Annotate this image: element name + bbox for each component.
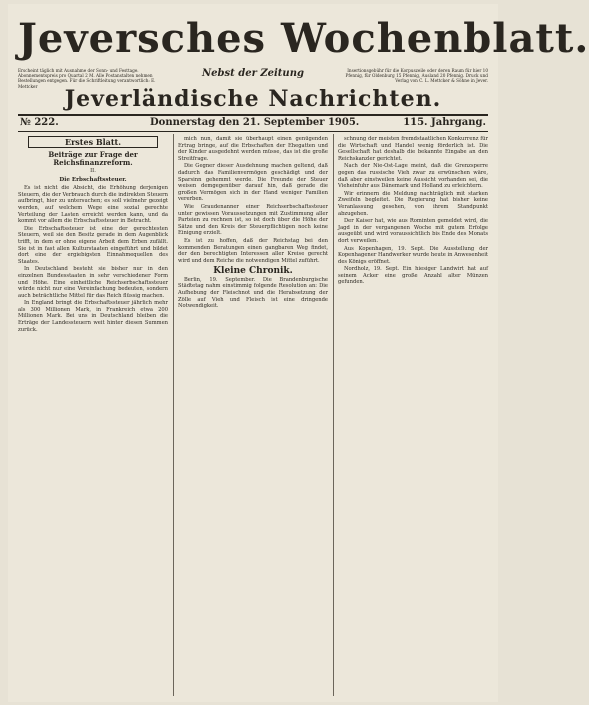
header-left-notice: Erscheint täglich mit Ausnahme der Sonn- und Festtage. Abonnementspreis pro Quartal 2 M. Alle Postanstalten nehmen Bestellungen entgegen. Für die Schriftleitung verantwortlich: E. Mettcker [18,68,156,89]
column-divider [173,134,174,696]
paragraph: Es ist zu hoffen, daß der Reichstag bei den kommenden Beratungen einen gangbaren Weg findet, der den berechtigten Interessen aller Kreise gerecht wird und dem Reiche die notwendigen Mittel zuführt. [178,237,328,264]
paragraph: Der Kaiser hat, wie aus Rominten gemeldet wird, die Jagd in der vergangenen Woche mit gutem Erfolge ausgeübt und wird voraussichtlich bis Ende des Monats dort verweilen. [338,218,488,244]
paragraph: Aus Kopenhagen, 19. Sept. Die Ausstellung der Kopenhagener Handwerker wurde heute in Anwesenheit des Königs eröffnet. [338,245,488,265]
column-3 [338,136,488,696]
issue-volume: 115. Jahrgang. [403,117,486,128]
paragraph: Die Gegner dieser Ausdehnung machen geltend, daß dadurch das Familienvermögen geschädigt und der Sparsinn gehemmt werde. Die Freunde der Steuer weisen demgegenüber darauf hin, daß gerade die großen Vermögen sich in der Hand weniger Familien vererben. [178,163,328,203]
paragraph: Berlin, 19. September. Die Brandenburgische Städtetag nahm einstimmig folgende Resolution an: Die Aufhebung der Fleischnot und die Herabsetzung der Zölle auf Vieh und Fleisch ist eine dringende Notwendigkeit. [178,276,328,310]
header-right-notice: Insertionsgebühr für die Korpuszeile oder deren Raum für hier 10 Pfennig, für Oldenburg 15 Pfennig, Ausland 20 Pfennig. Druck und Verlag von C. L. Mettcker & Söhne in Jever. [345,68,488,84]
article-section: II. [90,168,96,174]
column-divider [333,134,334,696]
paragraph: In England bringt die Erbschaftssteuer jährlich mehr als 300 Millionen Mark, in Frankreich etwa 200 Millionen Mark. Bei uns in Deutschland bleiben die Erträge der Landessteuern weit hinter diesen Summen zurück. [18,300,168,333]
issue-date: Donnerstag den 21. September 1905. [150,117,360,128]
paragraph: Nordholz, 19. Sept. Ein hiesiger Landwirt hat auf seinem Acker eine große Anzahl alter Münzen gefunden. [338,266,488,286]
paragraph: Nach der Nie-Ost-Lage meint, daß die Grenzsperre gegen das russische Vieh zwar zu erwünschen wäre, daß aber einstweilen keine Aussicht vorhanden sei, die Vieheinfuhr aus Dänemark und Holland zu erleichtern. [338,163,488,190]
first-sheet-box: Erstes Blatt. [28,136,158,148]
paragraph: Die Erbschaftssteuer ist eine der gerechtesten Steuern, weil sie den Besitz gerade in dem Augenblick trifft, in dem er ohne eigene Arbeit dem Erben zufällt. Sie ist in fast allen Kulturstaaten eingeführt und bildet dort eine der ergiebigsten Einnahmequellen des Staates. [18,225,168,265]
paragraph: mich nun, damit sie überhaupt einen genügenden Ertrag bringe, auf die Erbschaften der Ehegatten und der Kinder ausgedehnt werden müsse, das ist die große Streitfrage. [178,136,328,162]
column-2 [178,136,328,696]
column-1 [18,136,168,696]
header-subtitle: Nebst der Zeitung [202,68,304,79]
issue-row [18,117,488,131]
header-rule-bottom [18,131,488,132]
paragraph: Es ist nicht die Absicht, die Erhöhung derjenigen Steuern, die der Verbrauch durch die indirekten Steuern aufbringt, hier zu untersuchen; es soll vielmehr gezeigt werden, auf welchem Wege eine sozial gerechte Verteilung der Lasten erreicht werden kann, und da kommt vor allem die Erbschaftssteuer in Betracht. [18,185,168,225]
paragraph: Wie Graudenanner einer Reichserbschaftssteuer unter gewissen Voraussetzungen mit Zustimmung aller Parteien zu rechnen ist, so ist doch über die Höhe der Sätze und den Kreis der Steuerpflichtigen noch keine Einigung erzielt. [178,203,328,237]
article-title: Beiträge zur Frage der Reichsfinanzreform. [48,150,138,167]
secondary-title: Jeverländische Nachrichten. [64,86,442,112]
paragraph: In Deutschland besteht sie bisher nur in den einzelnen Bundesstaaten in sehr verschiedener Form und Höhe. Eine einheitliche Reichserbschaftssteuer würde nicht nur eine Vereinfachung bedeuten, sondern auch beträchtliche Mittel für das Reich flüssig machen. [18,266,168,299]
article-subhead: Die Erbschaftssteuer. [59,176,127,183]
header-rule-top [18,114,488,116]
newspaper-page [8,4,589,702]
masthead-title: Jeversches Wochenblatt. [18,15,589,62]
issue-number: № 222. [20,117,59,128]
paragraph: Wir erinnern die Meldung nachträglich mit starken Zweifeln begleitet. Die Regierung hat bisher keine Veranlassung gesehen, von ihrem Standpunkt abzugehen. [338,190,488,217]
paragraph: schnung der meisten fremdstaatlichen Konkurrenz für die Wirtschaft und Handel wenig förderlich ist. Die Gesellschaft hat deshalb die bekannte Eingabe an den Reichskanzler gerichtet. [338,136,488,162]
chronicle-heading: Kleine Chronik. [213,266,293,277]
